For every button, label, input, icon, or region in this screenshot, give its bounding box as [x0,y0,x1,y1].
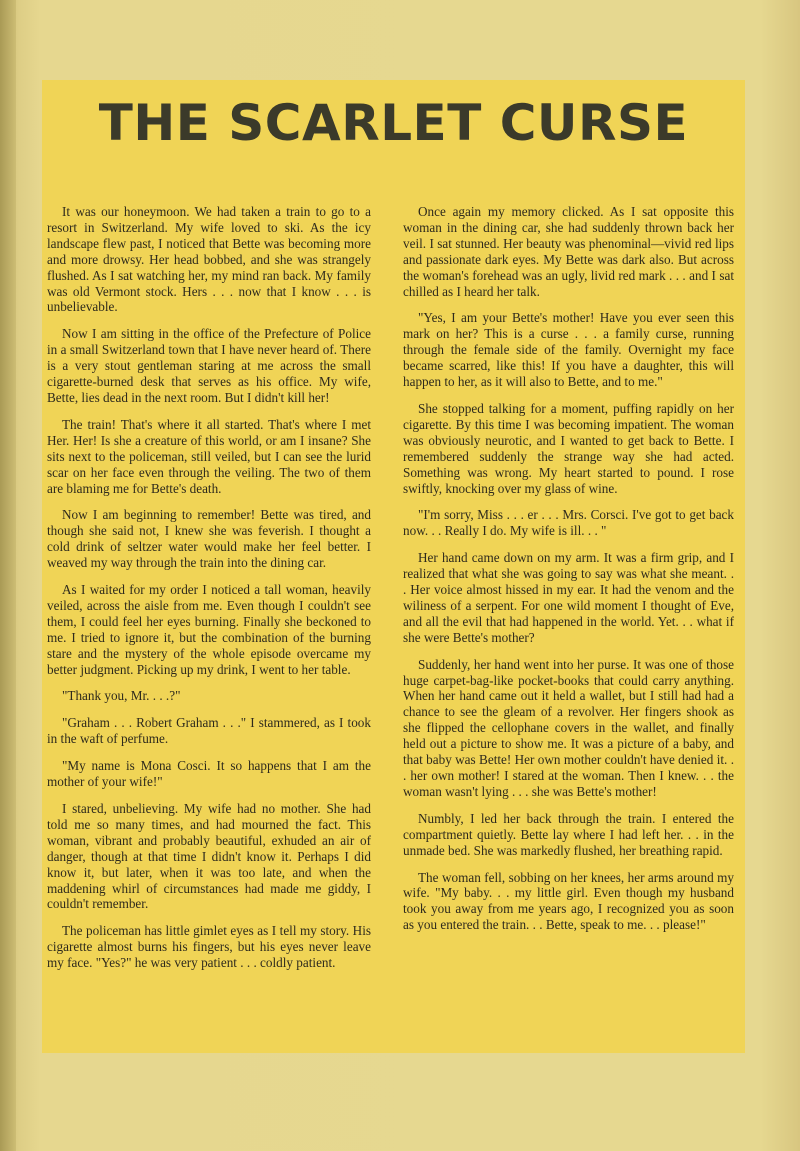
paragraph: "Yes, I am your Bette's mother! Have you ever seen this mark on her? This is a curse . . . a family curse, running through the female side of the family. Overnight my face became scarred, like this! If you have a daughter, this will happen to her, as it will also to Bette, and to me." [403,310,734,390]
paragraph: The woman fell, sobbing on her knees, her arms around my wife. "My baby. . . my little girl. Even though my husband took you away from me years ago, I recognized you as soon as you entered the train. . . Bette, speak to me. . . please!" [403,869,734,933]
paragraph: "My name is Mona Cosci. It so happens that I am the mother of your wife!" [47,758,371,790]
paragraph: Now I am beginning to remember! Bette was tired, and though she said not, I knew she was feverish. I thought a cold drink of seltzer water would make her feel better. I weaved my way through the train into the dining car. [47,507,371,571]
paragraph: "I'm sorry, Miss . . . er . . . Mrs. Corsci. I've got to get back now. . . Really I do. My wife is ill. . . " [403,507,734,539]
paragraph: As I waited for my order I noticed a tall woman, heavily veiled, across the aisle from me. Even though I couldn't see them, I could feel her eyes burning. Finally she beckoned to me. I tried to ignore it, but the combination of the burning stare and the mystery of the whole episode overcame my better judgment. Picking up my drink, I went to her table. [47,582,371,677]
paragraph: "Thank you, Mr. . . .?" [62,688,181,704]
right-column [403,204,734,944]
page-spine [0,0,16,1151]
left-column [47,204,371,982]
paragraph: Once again my memory clicked. As I sat opposite this woman in the dining car, she had suddenly thrown back her veil. I sat stunned. Her beauty was phenominal—vivid red lips and passionate dark eyes. My Bette was dark also. But across the woman's forehead was an ugly, livid red mark . . . and I sat chilled as I heard her talk. [403,204,734,299]
paragraph: The policeman has little gimlet eyes as I tell my story. His cigarette almost burns his fingers, but his eyes never leave my face. "Yes?" he was very patient . . . coldly patient. [47,923,371,971]
paragraph: Numbly, I led her back through the train. I entered the compartment quietly. Bette lay where I had left her. . . in the unmade bed. She was markedly flushed, her breathing rapid. [403,810,734,858]
paragraph: It was our honeymoon. We had taken a train to go to a resort in Switzerland. My wife loved to ski. As the icy landscape flew past, I noticed that Bette was becoming more and more drowsy. Her head bobbed, and she was strangely flushed. As I sat watching her, my mind ran back. My family was old Vermont stock. Hers . . . now that I know . . . is unbelievable. [47,204,371,315]
paragraph: Now I am sitting in the office of the Prefecture of Police in a small Switzerland town that I have never heard of. There is a very stout gentleman staring at me across the small cigarette-burned desk that serves as his office. My wife, Bette, lies dead in the next room. But I didn't kill her! [47,326,371,405]
paragraph: I stared, unbelieving. My wife had no mother. She had told me so many times, and had mourned the fact. This woman, vibrant and probably beautiful, exhuded an air of danger, though at that time I didn't know it. Perhaps I did know it, but later, when it was too late, and when the maddening whirl of circumstances had made me giddy, I couldn't remember. [47,801,371,912]
paragraph: The train! That's where it all started. That's where I met Her. Her! Is she a creature of this world, or am I insane? She sits next to the policeman, still veiled, but I can see the lurid scar on her face even through the veiling. The two of them are blaming me for Bette's death. [47,416,371,496]
paragraph: Suddenly, her hand went into her purse. It was one of those huge carpet-bag-like pocket-books that could carry anything. When her hand came out it held a wallet, but I still had had a chance to see the gleam of a revolver. Her fingers shook as she flipped the cellophane covers in the wallet, and finally held out a picture to show me. It was a picture of a baby, and that baby was Bette! Her own mother couldn't have denied it. . . her own mother! I stared at the woman. Then I knew. . . the woman wasn't lying . . . she was Bette's mother! [403,656,734,799]
paragraph: She stopped talking for a moment, puffing rapidly on her cigarette. By this time I was becoming impatient. The woman was obviously neurotic, and I wanted to get back to Bette. I remembered suddenly the strange way she had acted. Something was wrong. My heart started to pound. I rose swiftly, knocking over my glass of wine. [403,400,734,496]
paragraph: Her hand came down on my arm. It was a firm grip, and I realized that what she was going to say was what she meant. . . Her voice almost hissed in my ear. It had the venom and the wiliness of a serpent. For one wild moment I thought of Eve, and all the evil that had happened in the world. Yet. . . what if she were Bette's mother? [403,550,734,645]
paragraph: "Graham . . . Robert Graham . . ." I stammered, as I took in the waft of perfume. [47,715,371,747]
story-title: THE SCARLET CURSE [98,94,689,152]
